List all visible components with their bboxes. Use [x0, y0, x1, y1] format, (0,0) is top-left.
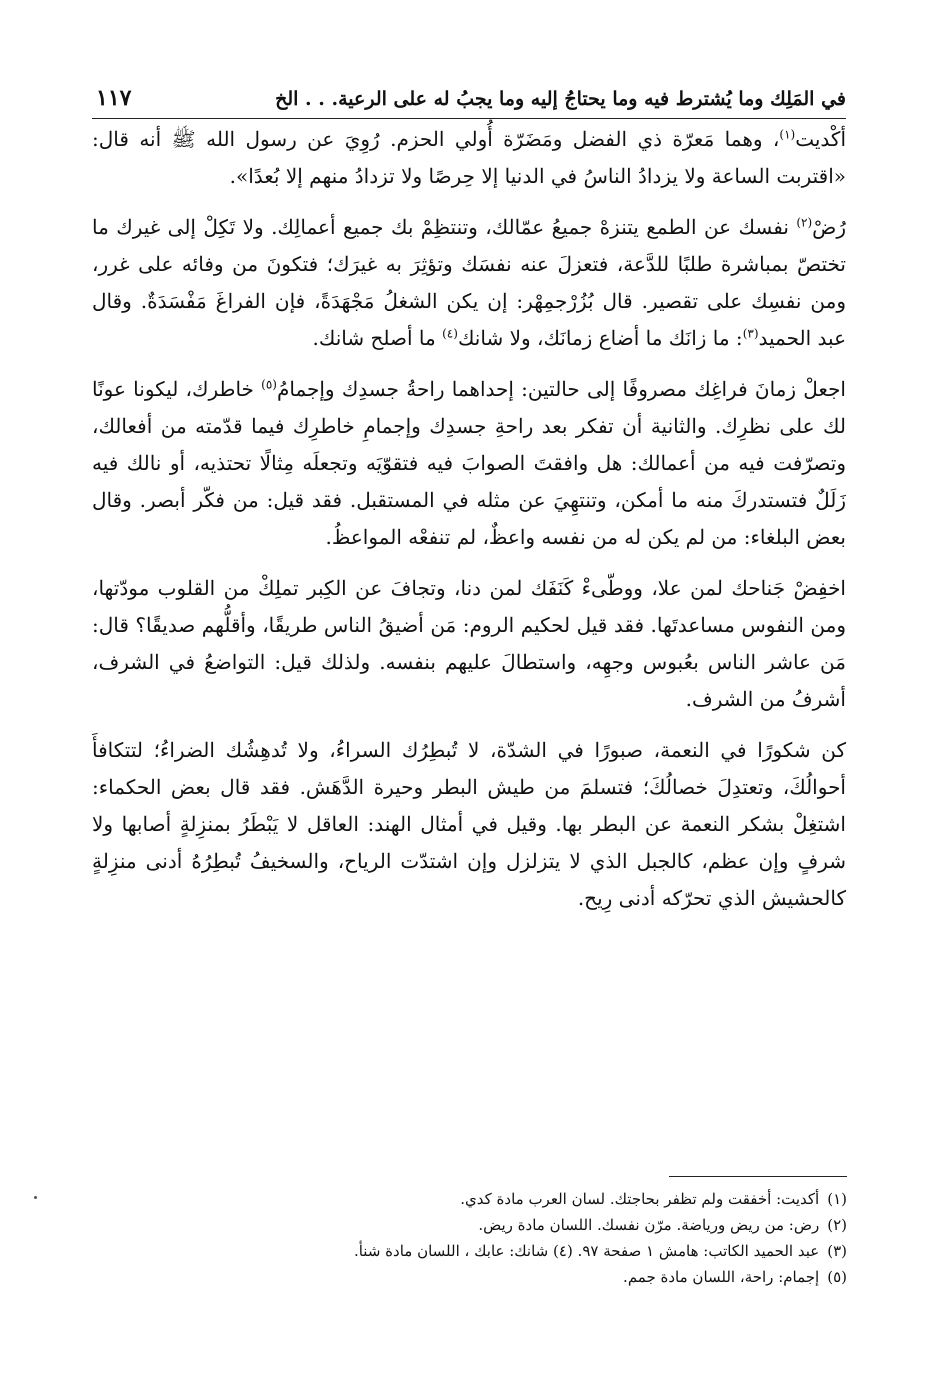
footnote — [93, 1186, 847, 1212]
paragraph-text: رُضْ — [812, 215, 846, 239]
footnote-text: عبد الحميد الكاتب: هامش ١ صفحة ٩٧. (٤) شانك: عابك ، اللسان مادة شنأ. — [353, 1242, 820, 1260]
footnote-text: رض: من ريض ورياضة. مرّن نفسك. اللسان مادة ريض. — [478, 1216, 820, 1234]
body-text — [92, 121, 846, 917]
paragraph-text: ، وهما مَعرّة ذي الفضل ومَضَرّة أُولي الحزم. رُوِيَ عن رسول الله ﷺ أنه قال: «اقتربت الساعة ولا يزدادُ الناسُ في الدنيا إلا حِرصًا ولا تزدادُ منهم إلا بُعدًا». — [92, 127, 846, 188]
page-number: ١١٧ — [96, 85, 132, 111]
footnote — [93, 1212, 847, 1238]
footnote — [93, 1264, 847, 1290]
footnote-number: (٢) — [827, 1216, 847, 1234]
footnote-text: أكديت: أخفقت ولم تظفر بحاجتك. لسان العرب مادة كدي. — [460, 1190, 820, 1208]
paragraph-text: : ما زانَك ما أضاع زمانَك، ولا شانك — [457, 326, 743, 350]
footnote-marker: (٥) — [261, 377, 277, 392]
footnote-number: (٣) — [827, 1242, 847, 1260]
paragraph-5 — [92, 732, 846, 917]
paragraph-text: اخفِضْ جَناحك لمن علا، ووطّىءْ كَنَفَك لمن دنا، وتجافَ عن الكِبر تملِكْ من القلوب مودّتها، ومن النفوس مساعدتَها. فقد قيل لحكيم الروم: مَن أضيقُ الناس طريقًا، وأقلُّهم صديقًا؟ قال: مَن عاشر الناس بعُبوس وجهِه، واستطالَ عليهم بنفسه. ولذلك قيل: التواضعُ في الشرف، أشرفُ من الشرف. — [92, 576, 846, 711]
document-page — [92, 78, 846, 931]
footnote-number: (١) — [827, 1190, 847, 1208]
paragraph-text: نفسك عن الطمع يتنزهْ جميعُ عمّالك، وتنتظِمْ بك جميع أعمالِك. ولا تَكِلْ إلى غيرك ما تختصّ بمباشرة طلبًا للدَّعة، فتعزلَ عنه نفسَك وتؤثِرَ به غيرَك؛ فتكونَ من وفائه على غرر، ومن نفسِك على تقصير. قال بُزُرْجمِهْر: إن يكن الشغلُ مَجْهَدَةً، فإن الفراغَ مَفْسَدَةٌ. وقال عبد الحميد — [92, 215, 846, 350]
paragraph-text: اجعلْ زمانَ فراغِك مصروفًا إلى حالتين: إحداهما راحةُ جسدِك وإجمامُ — [276, 377, 846, 401]
paragraph-2 — [92, 209, 846, 357]
paragraph-4 — [92, 570, 846, 718]
paragraph-text: خاطرك، ليكونا عونًا لك على نظرِك. والثانية أن تفكر بعد راحةِ جسدِك وإجمامِ خاطرِك فيما قدّمته من أفعالك، وتصرّفت فيه من أعمالك: هل وافقتَ الصوابَ فيه فتقوّيَه وتجعلَه مِثالًا تحتذيه، أو نالك فيه زَلَلٌ فتستدركَ منه ما أمكن، وتنتهِيَ عن مثله في المستقبل. فقد قيل: من فكّر أبصر. وقال بعض البلغاء: من لم يكن له من نفسه واعظٌ، لم تنفعْه المواعظُ. — [92, 377, 846, 549]
footnote-marker: (٣) — [742, 326, 759, 341]
paragraph-text: ما أصلح شانك. — [312, 326, 443, 350]
paragraph-text: أكْديت — [795, 127, 846, 151]
footnote — [93, 1238, 847, 1264]
footnote-marker: (٤) — [442, 326, 458, 341]
scan-speck — [34, 1196, 37, 1199]
paragraph-3 — [92, 371, 846, 556]
footnotes — [93, 1186, 847, 1290]
footnote-marker: (٢) — [796, 215, 813, 230]
footnote-marker: (١) — [779, 127, 796, 142]
footnote-text: إجمام: راحة، اللسان مادة جمم. — [623, 1268, 820, 1286]
running-header — [92, 78, 846, 118]
paragraph-1 — [92, 121, 846, 195]
running-title: في المَلِك وما يُشترط فيه وما يحتاجُ إليه وما يجبُ له على الرعية. . . الخ — [275, 88, 846, 110]
footnote-rule — [669, 1176, 847, 1177]
paragraph-text: كن شكورًا في النعمة، صبورًا في الشدّة، لا تُبطِرُك السراءُ، ولا تُدهِشُك الضراءُ؛ لتتكافأَ أحوالُكَ، وتعتدِلَ خصالُكَ؛ فتسلمَ من طيش البطر وحيرة الدَّهَش. فقد قال بعض الحكماء: اشتغِلْ بشكر النعمة عن البطر بها. وقيل في أمثال الهند: العاقل لا يَبْطَرُ بمنزِلةٍ أصابها ولا شرفٍ وإن عظم، كالجبل الذي لا يتزلزل وإن اشتدّت الرياح، والسخيفُ تُبطِرُهُ أدنى منزِلةٍ كالحشيش الذي تحرّكه أدنى رِيح. — [92, 738, 846, 910]
footnote-number: (٥) — [827, 1268, 847, 1286]
